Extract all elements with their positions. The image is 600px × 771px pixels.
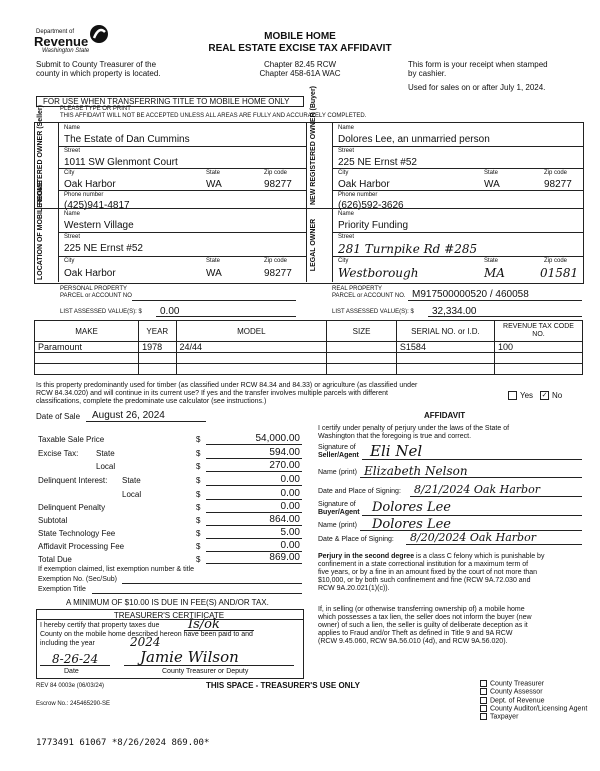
- buyer-city-label: City: [338, 170, 349, 176]
- perjury-title: Perjury in the second degree: [318, 553, 415, 560]
- subtotal-label: Subtotal: [38, 516, 68, 525]
- certify-2: Washington that the foregoing is true and correct.: [318, 433, 472, 440]
- date-of-sale-label: Date of Sale: [36, 412, 81, 421]
- banner-title: FOR USE WHEN TRANSFERRING TITLE TO MOBILE HOME ONLY: [36, 96, 304, 107]
- perjury-paragraph: [318, 553, 584, 593]
- real-account[interactable]: M917500000520 / 460058: [412, 289, 529, 300]
- seller-signature[interactable]: Eli Nel: [370, 442, 423, 460]
- location-city-label: City: [64, 258, 75, 264]
- make-cell[interactable]: Paramount: [35, 342, 139, 353]
- type-or-print: PLEASE TYPE OR PRINT: [60, 106, 131, 112]
- buyer-side-label: NEW REGISTERED OWNER (Buyer): [310, 85, 317, 205]
- dept-name: Revenue: [34, 34, 89, 49]
- dollar-sign: $: [196, 462, 201, 471]
- seller-state[interactable]: WA: [206, 179, 222, 190]
- theft-3: owner) of such a lien, the seller is guilty of deliberate deception as it: [318, 622, 528, 629]
- chapter-1: Chapter 82.45 RCW: [263, 60, 337, 69]
- treasurer-line-2: County on the mobile home described hereon have been paid to and: [40, 631, 253, 638]
- dollar-sign: $: [196, 503, 201, 512]
- no-checkbox[interactable]: ✓: [541, 392, 548, 400]
- receipt-line-1: This form is your receipt when stamped: [408, 60, 548, 69]
- dor-logo: [34, 24, 114, 54]
- location-state[interactable]: WA: [206, 268, 222, 279]
- chapter-2: Chapter 458-61A WAC: [259, 69, 341, 78]
- seller-name-print-label: Name (print): [318, 469, 357, 476]
- col-size: SIZE: [327, 321, 397, 342]
- treasurer-line-3: including the year: [40, 640, 95, 647]
- treasurer-year-hw[interactable]: 2024: [130, 635, 161, 649]
- form-title-1: MOBILE HOME: [264, 31, 336, 42]
- treasurer-signature[interactable]: Jamie Wilson: [140, 648, 239, 666]
- buyer-signature[interactable]: Dolores Lee: [372, 500, 451, 515]
- timber-no-option[interactable]: [540, 391, 562, 400]
- seller-date-place[interactable]: 8/21/2024 Oak Harbor: [414, 483, 540, 496]
- location-name-label: Name: [64, 211, 81, 217]
- col-tax-code: REVENUE TAX CODE NO.: [494, 321, 582, 342]
- minimum-note: A MINIMUM OF $10.00 IS DUE IN FEE(S) AND/OR TAX.: [66, 598, 269, 607]
- real-property-label-2: PARCEL or ACCOUNT NO.: [332, 293, 406, 299]
- yes-checkbox[interactable]: [508, 391, 517, 400]
- location-street-label: Street: [64, 234, 81, 240]
- form-title-2: REAL ESTATE EXCISE TAX AFFIDAVIT: [208, 43, 392, 54]
- buyer-zip-label: Zip code: [544, 170, 568, 176]
- buyer-phone-label: Phone number: [338, 192, 378, 198]
- dor-logo-icon: [88, 24, 110, 44]
- location-zip-label: Zip code: [264, 258, 288, 264]
- real-value[interactable]: 32,334.00: [432, 306, 477, 317]
- excise-state-value[interactable]: 594.00: [269, 447, 300, 458]
- copy-checkbox[interactable]: [480, 713, 487, 720]
- list-assessed-label-1: LIST ASSESSED VALUE(S): $: [60, 309, 142, 315]
- exemption-no-label: Exemption No. (Sec/Sub): [38, 576, 117, 583]
- exemption-title-label: Exemption Title: [38, 586, 86, 593]
- penalty-value[interactable]: 0.00: [280, 501, 300, 512]
- model-cell[interactable]: [176, 353, 327, 364]
- buyer-sig-label-1: Signature of: [318, 501, 356, 508]
- cashier-receipt-stamp: 1773491 61067 *8/26/2024 869.00*: [36, 738, 210, 748]
- year-cell[interactable]: [139, 353, 176, 364]
- model-cell[interactable]: 24/44: [176, 342, 327, 353]
- treasurer-line-1: I hereby certify that property taxes due: [40, 622, 160, 629]
- taxable-value[interactable]: 54,000.00: [255, 433, 300, 444]
- buyer-date-place[interactable]: 8/20/2024 Oak Harbor: [410, 531, 536, 544]
- dollar-sign: $: [196, 542, 201, 551]
- seller-sig-label-1: Signature of: [318, 444, 356, 451]
- copy-county-auditor[interactable]: [480, 705, 587, 713]
- exemption-title-field[interactable]: [92, 593, 302, 594]
- seller-zip[interactable]: 98277: [264, 179, 292, 190]
- treasurer-taxes-hw[interactable]: Is/ok: [188, 617, 220, 632]
- vehicle-table: [34, 320, 583, 375]
- buyer-name-print-label: Name (print): [318, 522, 357, 529]
- make-cell[interactable]: [35, 353, 139, 364]
- timber-yes-option[interactable]: [508, 391, 533, 400]
- copy-checkbox[interactable]: [480, 697, 487, 704]
- legal-zip[interactable]: 01581: [540, 266, 579, 280]
- perjury-2: confinement in a state correctional institution for a maximum term of: [318, 561, 529, 568]
- theft-4: applies to Fraud and/or Theft as defined in Title 9 and 9A RCW: [318, 630, 513, 637]
- dollar-sign: $: [196, 476, 201, 485]
- seller-street-label: Street: [64, 148, 81, 154]
- buyer-name-print[interactable]: Dolores Lee: [372, 517, 451, 532]
- di-local-label: Local: [122, 490, 142, 499]
- theft-5: (RCW 9.45.060, RCW 9A.56.010 (4d), and RCW 9A.56.020).: [318, 638, 508, 645]
- vehicle-header-row: [35, 321, 583, 342]
- legal-state-label: State: [484, 258, 499, 264]
- escrow-no: Escrow No.: 245465290-SE: [36, 701, 111, 707]
- perjury-4: $10,000, or by both such confinement and fine (RCW 9A.72.030 and: [318, 577, 531, 584]
- table-row: [35, 364, 583, 375]
- subtotal-value[interactable]: 864.00: [269, 514, 300, 525]
- buyer-phone[interactable]: (626)592-3626: [338, 200, 404, 211]
- buyer-name-label: Name: [338, 125, 355, 131]
- treasurer-date-label: Date: [64, 668, 79, 675]
- legal-city[interactable]: Westborough: [338, 266, 419, 280]
- buyer-street-label: Street: [338, 148, 355, 154]
- buyer-street[interactable]: 225 NE Ernst #52: [338, 157, 417, 168]
- copy-label: County Assessor: [490, 688, 543, 696]
- copy-checkbox[interactable]: [480, 680, 487, 687]
- submit-line-1: Submit to County Treasurer of the: [36, 60, 157, 69]
- col-make: MAKE: [35, 321, 139, 342]
- real-property-label-1: REAL PROPERTY: [332, 286, 383, 292]
- copy-checkbox[interactable]: [480, 705, 487, 712]
- legal-name-label: Name: [338, 211, 355, 217]
- exemption-note: If exemption claimed, list exemption number & title: [38, 566, 195, 573]
- personal-property-label-2: PARCEL or ACCOUNT NO: [60, 293, 132, 299]
- penalty-label: Delinquent Penalty: [38, 503, 106, 512]
- list-assessed-label-2: LIST ASSESSED VALUE(S): $: [332, 309, 414, 315]
- tax-code-cell[interactable]: [494, 353, 582, 364]
- seller-zip-label: Zip code: [264, 170, 288, 176]
- no-label: No: [552, 391, 563, 400]
- date-of-sale[interactable]: August 26, 2024: [92, 410, 165, 421]
- theft-paragraph: [318, 606, 584, 646]
- dept-state: Washington State: [42, 48, 90, 54]
- copy-county-treasurer[interactable]: [480, 680, 587, 688]
- used-for-sales: Used for sales on or after July 1, 2024.: [408, 83, 546, 92]
- serial-cell[interactable]: S1584: [396, 342, 494, 353]
- excise-local-label: Local: [96, 462, 116, 471]
- timber-q2: RCW 84.34.020) and will continue in its current use? If yes and the transfer involves multiple parcels with different: [36, 390, 388, 397]
- copy-label: County Auditor/Licensing Agent: [490, 705, 588, 713]
- year-cell[interactable]: 1978: [139, 342, 176, 353]
- dollar-sign: $: [196, 529, 201, 538]
- affidavit-title: AFFIDAVIT: [424, 411, 466, 420]
- di-local-value[interactable]: 0.00: [280, 488, 300, 499]
- perjury-1: is a class C felony which is punishable by: [416, 553, 545, 560]
- total-label: Total Due: [38, 555, 72, 564]
- buyer-city[interactable]: Oak Harbor: [338, 179, 390, 190]
- size-cell[interactable]: [327, 353, 397, 364]
- location-city[interactable]: Oak Harbor: [64, 268, 116, 279]
- yes-label: Yes: [520, 391, 534, 400]
- seller-city[interactable]: Oak Harbor: [64, 179, 116, 190]
- excise-label: Excise Tax:: [38, 449, 79, 458]
- processing-fee-value[interactable]: 0.00: [280, 540, 300, 551]
- treasurer-use-only: THIS SPACE - TREASURER'S USE ONLY: [206, 681, 360, 690]
- processing-fee-label: Affidavit Processing Fee: [38, 542, 125, 551]
- personal-value[interactable]: 0.00: [160, 306, 180, 317]
- dollar-sign: $: [196, 490, 201, 499]
- seller-phone[interactable]: (425)941-4817: [64, 200, 130, 211]
- total-value[interactable]: 869.00: [269, 552, 300, 563]
- copy-county-assessor[interactable]: [480, 688, 587, 696]
- col-serial: SERIAL NO. or I.D.: [396, 321, 494, 342]
- location-state-label: State: [206, 258, 221, 264]
- di-state-value[interactable]: 0.00: [280, 474, 300, 485]
- seller-sig-label-2: Seller/Agent: [318, 452, 359, 459]
- perjury-5: RCW 9A.20.021(1)(c)).: [318, 585, 390, 592]
- tax-code-cell[interactable]: 100: [494, 342, 582, 353]
- location-street[interactable]: 225 NE Ernst #52: [64, 243, 143, 254]
- legal-side-label: LEGAL OWNER: [310, 218, 317, 272]
- copy-checkbox[interactable]: [480, 688, 487, 695]
- seller-name[interactable]: The Estate of Dan Cummins: [64, 134, 190, 145]
- buyer-state[interactable]: WA: [484, 179, 500, 190]
- seller-name-label: Name: [64, 125, 81, 131]
- buyer-date-label: Date & Place of Signing:: [318, 536, 394, 543]
- col-model: MODEL: [176, 321, 327, 342]
- taxable-label: Taxable Sale Price: [38, 435, 105, 444]
- location-side-label: LOCATION OF MOBILE HOME: [37, 180, 44, 280]
- seller-state-label: State: [206, 170, 221, 176]
- legal-city-label: City: [338, 258, 349, 264]
- legal-state[interactable]: MA: [484, 266, 505, 280]
- receipt-line-2: by cashier.: [408, 69, 447, 78]
- copy-label: County Treasurer: [490, 680, 545, 688]
- serial-cell[interactable]: [396, 353, 494, 364]
- perjury-3: five years, or by a fine in an amount fixed by the court of not more than: [318, 569, 538, 576]
- buyer-zip[interactable]: 98277: [544, 179, 572, 190]
- legal-name[interactable]: Priority Funding: [338, 220, 409, 231]
- submit-line-2: county in which property is located.: [36, 69, 161, 78]
- personal-property-label-1: PERSONAL PROPERTY: [60, 286, 128, 292]
- timber-q3: classifications, complete the predominate use calculator (see instructions.): [36, 398, 267, 405]
- table-row: [35, 342, 583, 353]
- buyer-sig-label-2: Buyer/Agent: [318, 509, 360, 516]
- theft-1: If, in selling (or otherwise transferring ownership of) a mobile home: [318, 606, 525, 613]
- dollar-sign: $: [196, 449, 201, 458]
- buyer-state-label: State: [484, 170, 499, 176]
- seller-city-label: City: [64, 170, 75, 176]
- dept-small: Department of: [36, 29, 75, 35]
- buyer-name[interactable]: Dolores Lee, an unmarried person: [338, 134, 490, 145]
- seller-date-label: Date and Place of Signing:: [318, 488, 401, 495]
- size-cell[interactable]: [327, 342, 397, 353]
- location-zip[interactable]: 98277: [264, 268, 292, 279]
- treasurer-title: TREASURER'S CERTIFICATE: [113, 611, 225, 620]
- copy-label: Taxpayer: [490, 713, 519, 721]
- tech-fee-value[interactable]: 5.00: [280, 527, 300, 538]
- delinquent-interest-label: Delinquent Interest:: [38, 476, 108, 485]
- treasurer-date-hw[interactable]: 8-26-24: [52, 652, 99, 666]
- excise-local-value[interactable]: 270.00: [269, 460, 300, 471]
- excise-state-label: State: [96, 449, 115, 458]
- location-name[interactable]: Western Village: [64, 220, 134, 231]
- tech-fee-label: State Technology Fee: [38, 529, 116, 538]
- dollar-sign: $: [196, 555, 201, 564]
- party-divider: [306, 122, 307, 282]
- legal-street[interactable]: 281 Turnpike Rd #285: [338, 242, 478, 256]
- dollar-sign: $: [196, 516, 201, 525]
- legal-street-label: Street: [338, 234, 355, 240]
- treasurer-sig-label: County Treasurer or Deputy: [162, 668, 249, 675]
- theft-2: which possesses a tax lien, the seller does not inform the buyer (new: [318, 614, 532, 621]
- seller-name-print[interactable]: Elizabeth Nelson: [364, 464, 468, 478]
- seller-phone-label: Phone number: [64, 192, 104, 198]
- table-row: [35, 353, 583, 364]
- timber-q1: Is this property predominantly used for timber (as classified under RCW 84.34 and 84.33) or agriculture (as classified under: [36, 382, 418, 389]
- seller-side-label: REGISTERED OWNER (Seller): [37, 105, 44, 205]
- exemption-no-field[interactable]: [122, 583, 302, 584]
- copy-distribution: [480, 680, 587, 722]
- certify-1: I certify under penalty of perjury under the laws of the State of: [318, 425, 510, 432]
- col-year: YEAR: [139, 321, 176, 342]
- di-state-label: State: [122, 476, 141, 485]
- rev-code: REV 84 0003e (06/03/24): [36, 683, 105, 689]
- dollar-sign: $: [196, 435, 201, 444]
- copy-dept-revenue[interactable]: [480, 697, 587, 705]
- copy-taxpayer[interactable]: [480, 713, 587, 721]
- legal-zip-label: Zip code: [544, 258, 568, 264]
- copy-label: Dept. of Revenue: [490, 697, 545, 705]
- seller-street[interactable]: 1011 SW Glenmont Court: [64, 157, 178, 168]
- warning-text: THIS AFFIDAVIT WILL NOT BE ACCEPTED UNLESS ALL AREAS ARE FULLY AND ACCURATELY COMPLETED.: [60, 113, 367, 119]
